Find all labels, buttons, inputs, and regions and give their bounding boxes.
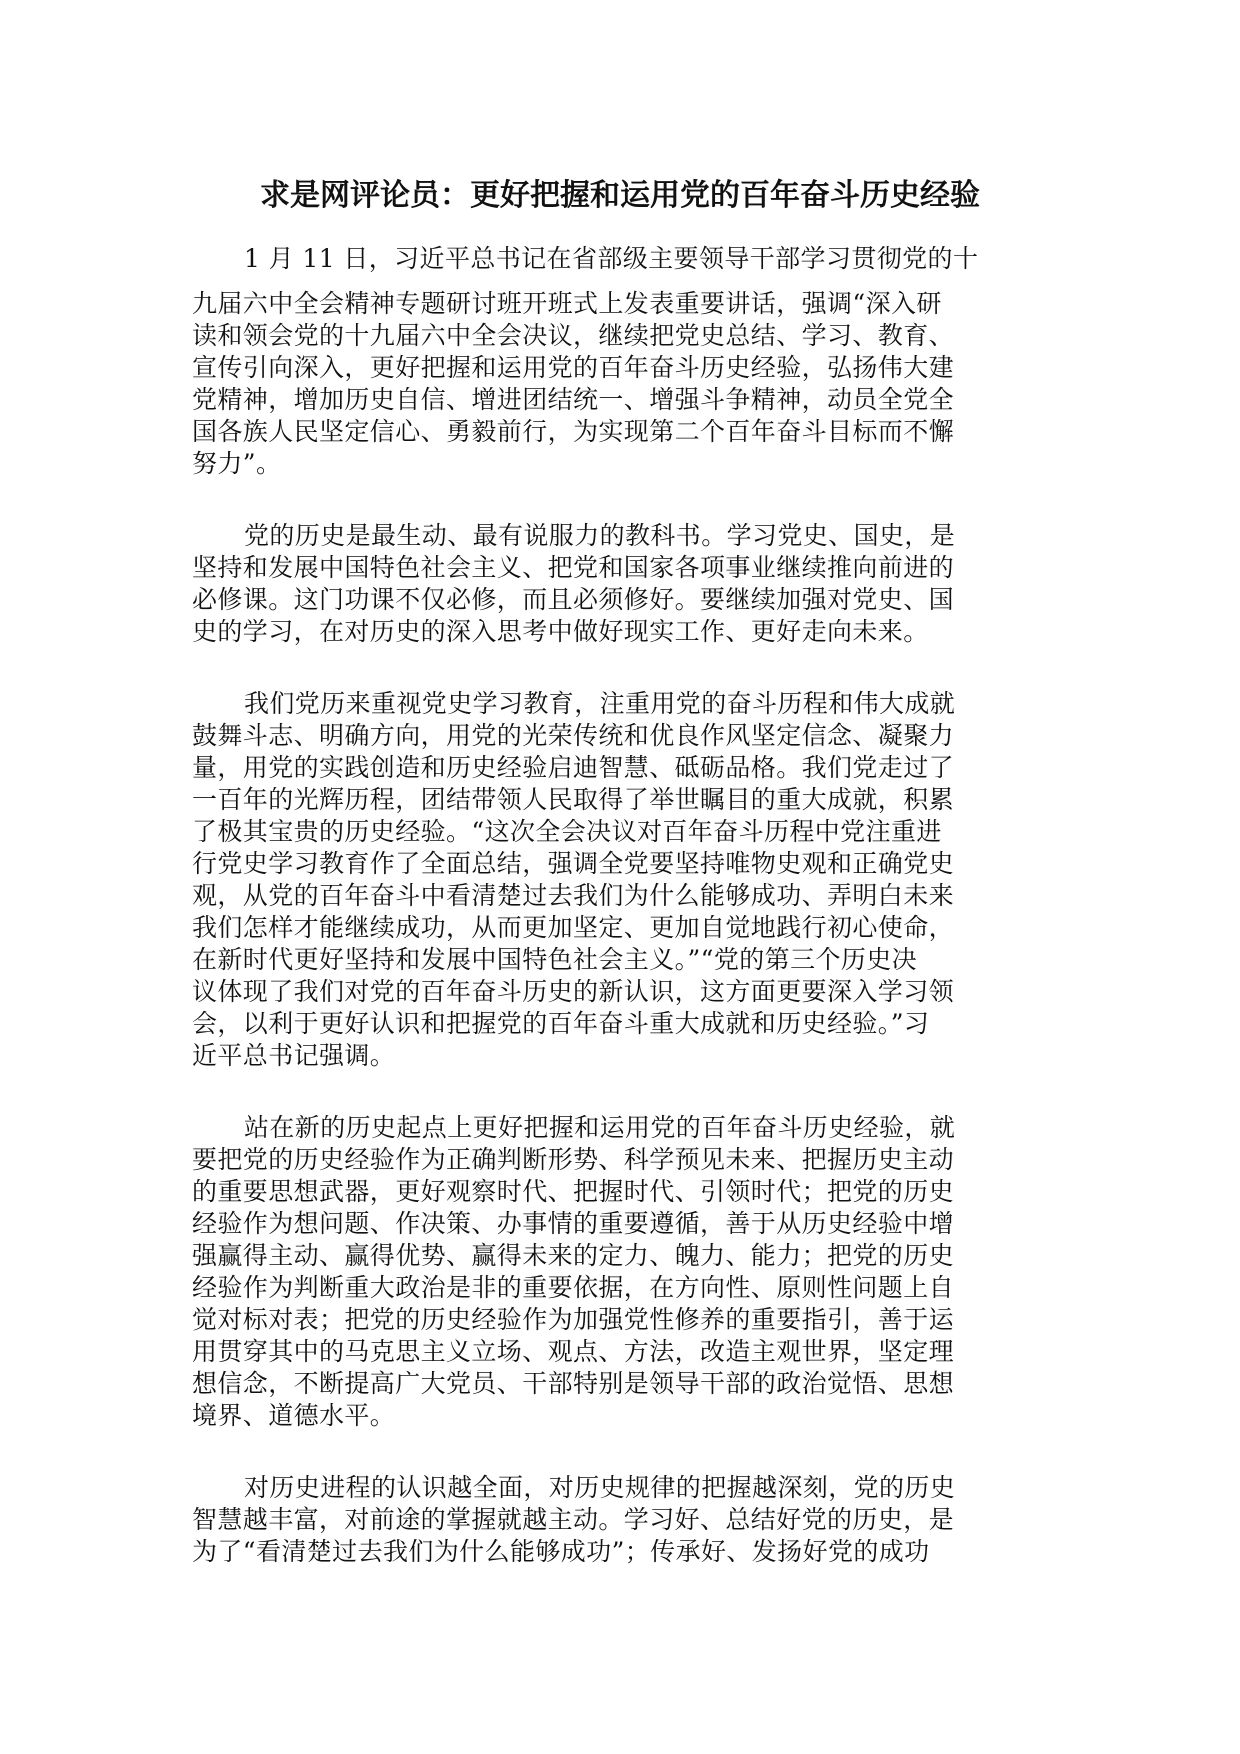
paragraph-line: 宣传引向深入，更好把握和运用党的百年奋斗历史经验，弘扬伟大建 xyxy=(192,353,955,382)
paragraph-line: 近平总书记强调。 xyxy=(192,1041,396,1070)
paragraph-line: 经验作为想问题、作决策、办事情的重要遵循，善于从历史经验中增 xyxy=(192,1209,955,1238)
paragraph-line: 境界、道德水平。 xyxy=(192,1401,396,1430)
paragraph-line: 行党史学习教育作了全面总结，强调全党要坚持唯物史观和正确党史 xyxy=(192,849,955,878)
paragraph-line: 在新时代更好坚持和发展中国特色社会主义。”“党的第三个历史决 xyxy=(192,945,918,974)
paragraph-line: 要把党的历史经验作为正确判断形势、科学预见未来、把握历史主动 xyxy=(192,1145,955,1174)
paragraph xyxy=(192,243,1048,480)
paragraph xyxy=(192,1472,1048,1568)
paragraph-line: 想信念，不断提高广大党员、干部特别是领导干部的政治觉悟、思想 xyxy=(192,1369,955,1398)
paragraph xyxy=(192,520,1048,648)
paragraph-line: 觉对标对表；把党的历史经验作为加强党性修养的重要指引，善于运 xyxy=(192,1305,955,1334)
paragraph-line: 必修课。这门功课不仅必修，而且必须修好。要继续加强对党史、国 xyxy=(192,585,955,614)
paragraph-line: 读和领会党的十九届六中全会决议，继续把党史总结、学习、教育、 xyxy=(192,321,955,350)
paragraph-line: 站在新的历史起点上更好把握和运用党的百年奋斗历史经验，就 xyxy=(244,1113,956,1142)
paragraph-line: 了极其宝贵的历史经验。“这次全会决议对百年奋斗历程中党注重进 xyxy=(192,817,942,846)
paragraph-line: 一百年的光辉历程，团结带领人民取得了举世瞩目的重大成就，积累 xyxy=(192,785,955,814)
paragraph-line: 九届六中全会精神专题研讨班开班式上发表重要讲话，强调“深入研 xyxy=(192,289,942,318)
paragraph-line: 的重要思想武器，更好观察时代、把握时代、引领时代；把党的历史 xyxy=(192,1177,955,1206)
paragraph-line: 经验作为判断重大政治是非的重要依据，在方向性、原则性问题上自 xyxy=(192,1273,955,1302)
paragraph-line: 我们党历来重视党史学习教育，注重用党的奋斗历程和伟大成就 xyxy=(244,689,956,718)
article-body xyxy=(192,243,1048,1608)
paragraph-line: 党的历史是最生动、最有说服力的教科书。学习党史、国史，是 xyxy=(244,521,956,550)
paragraph-line: 鼓舞斗志、明确方向，用党的光荣传统和优良作风坚定信念、凝聚力 xyxy=(192,721,955,750)
paragraph-line: 议体现了我们对党的百年奋斗历史的新认识，这方面更要深入学习领 xyxy=(192,977,955,1006)
paragraph-line: 努力”。 xyxy=(192,449,282,478)
paragraph-line: 国各族人民坚定信心、勇毅前行，为实现第二个百年奋斗目标而不懈 xyxy=(192,417,955,446)
paragraph xyxy=(192,1112,1048,1432)
paragraph-line: 史的学习，在对历史的深入思考中做好现实工作、更好走向未来。 xyxy=(192,617,929,646)
paragraph-line: 我们怎样才能继续成功，从而更加坚定、更加自觉地践行初心使命， xyxy=(192,913,955,942)
paragraph-line: 党精神，增加历史自信、增进团结统一、增强斗争精神，动员全党全 xyxy=(192,385,955,414)
paragraph-line: 观，从党的百年奋斗中看清楚过去我们为什么能够成功、弄明白未来 xyxy=(192,881,955,910)
paragraph-line: 智慧越丰富，对前途的掌握就越主动。学习好、总结好党的历史，是 xyxy=(192,1505,955,1534)
paragraph-line: 为了“看清楚过去我们为什么能够成功”；传承好、发扬好党的成功 xyxy=(192,1537,930,1566)
paragraph-line: 强赢得主动、赢得优势、赢得未来的定力、魄力、能力；把党的历史 xyxy=(192,1241,955,1270)
paragraph-line: 量，用党的实践创造和历史经验启迪智慧、砥砺品格。我们党走过了 xyxy=(192,753,955,782)
paragraph-line: 用贯穿其中的马克思主义立场、观点、方法，改造主观世界，坚定理 xyxy=(192,1337,955,1366)
paragraph xyxy=(192,688,1048,1072)
paragraph-line: 坚持和发展中国特色社会主义、把党和国家各项事业继续推向前进的 xyxy=(192,553,955,582)
paragraph-line: 会，以利于更好认识和把握党的百年奋斗重大成就和历史经验。”习 xyxy=(192,1009,930,1038)
article-title: 求是网评论员：更好把握和运用党的百年奋斗历史经验 xyxy=(260,178,980,213)
paragraph-line: 对历史进程的认识越全面，对历史规律的把握越深刻，党的历史 xyxy=(244,1473,956,1502)
paragraph-line: 1 月 11 日，习近平总书记在省部级主要领导干部学习贯彻党的十 xyxy=(244,244,979,273)
